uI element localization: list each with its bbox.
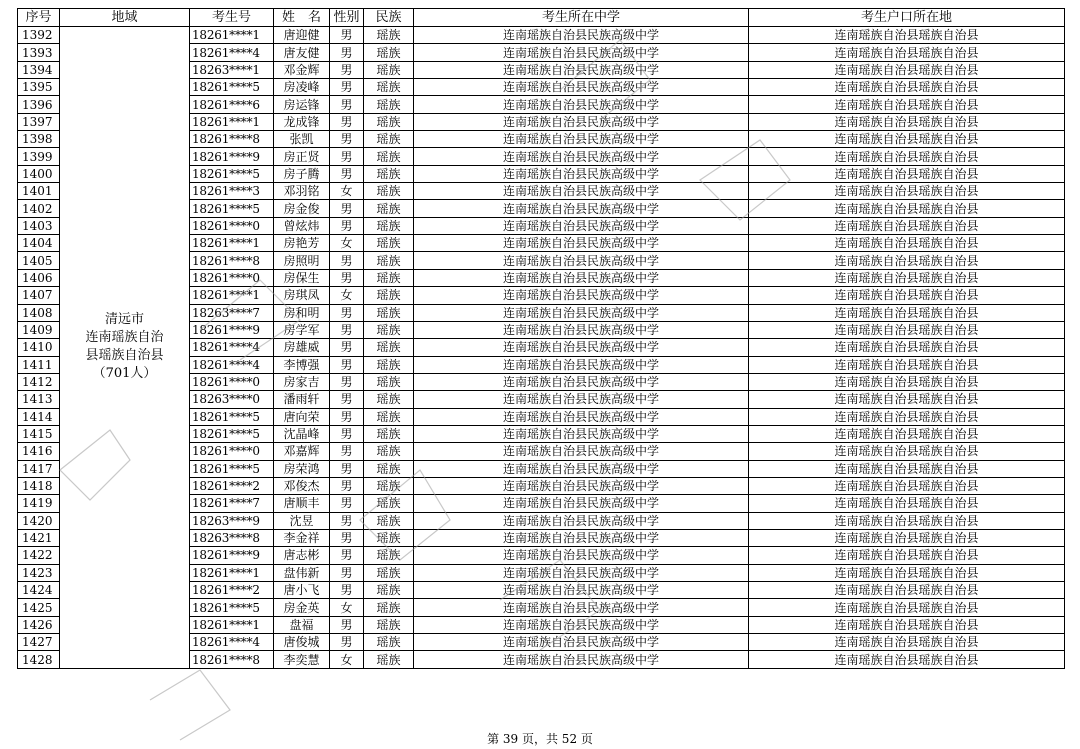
cell-hukou: 连南瑶族自治县瑶族自治县: [749, 425, 1065, 442]
cell-ethnic: 瑶族: [364, 79, 414, 96]
cell-seq: 1395: [18, 79, 60, 96]
cell-name: 房金英: [274, 599, 330, 616]
cell-gender: 男: [330, 79, 364, 96]
cell-exam-no: 18261****8: [190, 252, 274, 269]
cell-school: 连南瑶族自治县民族高级中学: [414, 547, 749, 564]
cell-seq: 1426: [18, 616, 60, 633]
cell-school: 连南瑶族自治县民族高级中学: [414, 304, 749, 321]
header-row: [18, 9, 1065, 27]
cell-ethnic: 瑶族: [364, 183, 414, 200]
cell-seq: 1419: [18, 495, 60, 512]
cell-exam-no: 18261****7: [190, 495, 274, 512]
cell-seq: 1425: [18, 599, 60, 616]
cell-seq: 1402: [18, 200, 60, 217]
page-footer: 第 39 页，共 52 页: [487, 732, 593, 746]
cell-hukou: 连南瑶族自治县瑶族自治县: [749, 443, 1065, 460]
cell-name: 唐向荣: [274, 408, 330, 425]
cell-hukou: 连南瑶族自治县瑶族自治县: [749, 235, 1065, 252]
cell-hukou: 连南瑶族自治县瑶族自治县: [749, 44, 1065, 61]
cell-school: 连南瑶族自治县民族高级中学: [414, 321, 749, 338]
cell-hukou: 连南瑶族自治县瑶族自治县: [749, 217, 1065, 234]
cell-name: 盘福: [274, 616, 330, 633]
cell-seq: 1394: [18, 61, 60, 78]
cell-name: 唐顺丰: [274, 495, 330, 512]
cell-exam-no: 18261****1: [190, 113, 274, 130]
cell-hukou: 连南瑶族自治县瑶族自治县: [749, 391, 1065, 408]
cell-hukou: 连南瑶族自治县瑶族自治县: [749, 477, 1065, 494]
cell-gender: 男: [330, 547, 364, 564]
cell-school: 连南瑶族自治县民族高级中学: [414, 477, 749, 494]
cell-ethnic: 瑶族: [364, 582, 414, 599]
cell-exam-no: 18263****1: [190, 61, 274, 78]
cell-school: 连南瑶族自治县民族高级中学: [414, 460, 749, 477]
cell-exam-no: 18261****2: [190, 582, 274, 599]
cell-gender: 男: [330, 131, 364, 148]
cell-gender: 男: [330, 373, 364, 390]
cell-gender: 女: [330, 235, 364, 252]
cell-seq: 1392: [18, 27, 60, 44]
cell-ethnic: 瑶族: [364, 634, 414, 651]
cell-school: 连南瑶族自治县民族高级中学: [414, 425, 749, 442]
cell-ethnic: 瑶族: [364, 200, 414, 217]
cell-name: 盘伟新: [274, 564, 330, 581]
cell-name: 曾炫炜: [274, 217, 330, 234]
cell-seq: 1400: [18, 165, 60, 182]
cell-ethnic: 瑶族: [364, 44, 414, 61]
cell-seq: 1409: [18, 321, 60, 338]
cell-seq: 1423: [18, 564, 60, 581]
cell-name: 李金祥: [274, 529, 330, 546]
cell-gender: 女: [330, 287, 364, 304]
cell-gender: 男: [330, 391, 364, 408]
cell-school: 连南瑶族自治县民族高级中学: [414, 165, 749, 182]
cell-hukou: 连南瑶族自治县瑶族自治县: [749, 165, 1065, 182]
cell-name: 房凌峰: [274, 79, 330, 96]
cell-ethnic: 瑶族: [364, 27, 414, 44]
cell-school: 连南瑶族自治县民族高级中学: [414, 616, 749, 633]
cell-exam-no: 18261****1: [190, 235, 274, 252]
header-gender: 性别: [330, 9, 364, 27]
cell-hukou: 连南瑶族自治县瑶族自治县: [749, 599, 1065, 616]
header-region: 地域: [60, 9, 190, 27]
cell-seq: 1404: [18, 235, 60, 252]
cell-seq: 1397: [18, 113, 60, 130]
header-hukou: 考生户口所在地: [749, 9, 1065, 27]
header-exam-no: 考生号: [190, 9, 274, 27]
cell-school: 连南瑶族自治县民族高级中学: [414, 235, 749, 252]
cell-exam-no: 18261****9: [190, 547, 274, 564]
cell-name: 房和明: [274, 304, 330, 321]
cell-name: 房艳芳: [274, 235, 330, 252]
cell-school: 连南瑶族自治县民族高级中学: [414, 217, 749, 234]
cell-gender: 男: [330, 582, 364, 599]
cell-gender: 男: [330, 634, 364, 651]
cell-school: 连南瑶族自治县民族高级中学: [414, 269, 749, 286]
cell-exam-no: 18261****8: [190, 651, 274, 668]
cell-ethnic: 瑶族: [364, 252, 414, 269]
cell-gender: 男: [330, 425, 364, 442]
cell-hukou: 连南瑶族自治县瑶族自治县: [749, 96, 1065, 113]
cell-hukou: 连南瑶族自治县瑶族自治县: [749, 529, 1065, 546]
cell-school: 连南瑶族自治县民族高级中学: [414, 356, 749, 373]
cell-exam-no: 18261****9: [190, 148, 274, 165]
cell-ethnic: 瑶族: [364, 304, 414, 321]
header-ethnic: 民族: [364, 9, 414, 27]
cell-gender: 女: [330, 183, 364, 200]
cell-exam-no: 18261****9: [190, 321, 274, 338]
cell-gender: 男: [330, 564, 364, 581]
cell-region: [60, 27, 190, 669]
cell-hukou: 连南瑶族自治县瑶族自治县: [749, 113, 1065, 130]
cell-gender: 女: [330, 651, 364, 668]
cell-hukou: 连南瑶族自治县瑶族自治县: [749, 79, 1065, 96]
cell-gender: 男: [330, 529, 364, 546]
cell-hukou: 连南瑶族自治县瑶族自治县: [749, 339, 1065, 356]
cell-seq: 1393: [18, 44, 60, 61]
cell-school: 连南瑶族自治县民族高级中学: [414, 529, 749, 546]
cell-school: 连南瑶族自治县民族高级中学: [414, 634, 749, 651]
cell-ethnic: 瑶族: [364, 269, 414, 286]
cell-gender: 男: [330, 113, 364, 130]
cell-gender: 男: [330, 269, 364, 286]
cell-name: 邓嘉辉: [274, 443, 330, 460]
cell-exam-no: 18261****5: [190, 408, 274, 425]
cell-name: 房雄威: [274, 339, 330, 356]
cell-gender: 男: [330, 44, 364, 61]
cell-exam-no: 18263****0: [190, 391, 274, 408]
header-school: 考生所在中学: [414, 9, 749, 27]
cell-exam-no: 18261****0: [190, 443, 274, 460]
cell-ethnic: 瑶族: [364, 96, 414, 113]
cell-ethnic: 瑶族: [364, 512, 414, 529]
cell-ethnic: 瑶族: [364, 529, 414, 546]
cell-school: 连南瑶族自治县民族高级中学: [414, 27, 749, 44]
cell-hukou: 连南瑶族自治县瑶族自治县: [749, 148, 1065, 165]
cell-gender: 男: [330, 148, 364, 165]
cell-school: 连南瑶族自治县民族高级中学: [414, 79, 749, 96]
cell-name: 唐小飞: [274, 582, 330, 599]
cell-seq: 1416: [18, 443, 60, 460]
cell-hukou: 连南瑶族自治县瑶族自治县: [749, 582, 1065, 599]
cell-name: 唐友健: [274, 44, 330, 61]
cell-exam-no: 18261****5: [190, 425, 274, 442]
cell-name: 邓金辉: [274, 61, 330, 78]
cell-name: 龙成锋: [274, 113, 330, 130]
cell-hukou: 连南瑶族自治县瑶族自治县: [749, 373, 1065, 390]
cell-ethnic: 瑶族: [364, 408, 414, 425]
cell-gender: 男: [330, 96, 364, 113]
cell-gender: 男: [330, 512, 364, 529]
cell-school: 连南瑶族自治县民族高级中学: [414, 512, 749, 529]
cell-hukou: 连南瑶族自治县瑶族自治县: [749, 321, 1065, 338]
cell-gender: 男: [330, 408, 364, 425]
cell-gender: 男: [330, 165, 364, 182]
cell-seq: 1420: [18, 512, 60, 529]
cell-name: 房家吉: [274, 373, 330, 390]
cell-seq: 1413: [18, 391, 60, 408]
cell-exam-no: 18263****8: [190, 529, 274, 546]
cell-name: 房子腾: [274, 165, 330, 182]
cell-ethnic: 瑶族: [364, 131, 414, 148]
cell-ethnic: 瑶族: [364, 373, 414, 390]
cell-name: 房琪凤: [274, 287, 330, 304]
cell-hukou: 连南瑶族自治县瑶族自治县: [749, 61, 1065, 78]
cell-exam-no: 18261****5: [190, 200, 274, 217]
cell-name: 房荣鸿: [274, 460, 330, 477]
cell-gender: 男: [330, 304, 364, 321]
cell-ethnic: 瑶族: [364, 425, 414, 442]
cell-seq: 1417: [18, 460, 60, 477]
cell-exam-no: 18261****0: [190, 373, 274, 390]
cell-name: 沈晶峰: [274, 425, 330, 442]
cell-school: 连南瑶族自治县民族高级中学: [414, 96, 749, 113]
cell-name: 房照明: [274, 252, 330, 269]
cell-hukou: 连南瑶族自治县瑶族自治县: [749, 547, 1065, 564]
cell-school: 连南瑶族自治县民族高级中学: [414, 373, 749, 390]
cell-ethnic: 瑶族: [364, 217, 414, 234]
cell-gender: 男: [330, 321, 364, 338]
cell-gender: 男: [330, 460, 364, 477]
cell-school: 连南瑶族自治县民族高级中学: [414, 113, 749, 130]
cell-gender: 女: [330, 599, 364, 616]
cell-exam-no: 18261****1: [190, 564, 274, 581]
cell-seq: 1408: [18, 304, 60, 321]
cell-seq: 1396: [18, 96, 60, 113]
cell-ethnic: 瑶族: [364, 165, 414, 182]
cell-hukou: 连南瑶族自治县瑶族自治县: [749, 564, 1065, 581]
cell-exam-no: 18261****4: [190, 356, 274, 373]
cell-seq: 1401: [18, 183, 60, 200]
cell-name: 房保生: [274, 269, 330, 286]
cell-name: 张凯: [274, 131, 330, 148]
cell-seq: 1422: [18, 547, 60, 564]
cell-school: 连南瑶族自治县民族高级中学: [414, 200, 749, 217]
cell-school: 连南瑶族自治县民族高级中学: [414, 61, 749, 78]
cell-seq: 1415: [18, 425, 60, 442]
cell-gender: 男: [330, 495, 364, 512]
cell-seq: 1411: [18, 356, 60, 373]
cell-name: 唐俊城: [274, 634, 330, 651]
cell-ethnic: 瑶族: [364, 443, 414, 460]
cell-seq: 1399: [18, 148, 60, 165]
cell-exam-no: 18263****9: [190, 512, 274, 529]
cell-hukou: 连南瑶族自治县瑶族自治县: [749, 131, 1065, 148]
cell-ethnic: 瑶族: [364, 391, 414, 408]
cell-seq: 1407: [18, 287, 60, 304]
cell-exam-no: 18261****5: [190, 165, 274, 182]
cell-name: 唐志彬: [274, 547, 330, 564]
cell-gender: 男: [330, 443, 364, 460]
cell-exam-no: 18261****2: [190, 477, 274, 494]
cell-hukou: 连南瑶族自治县瑶族自治县: [749, 27, 1065, 44]
header-seq: 序号: [18, 9, 60, 27]
cell-gender: 男: [330, 217, 364, 234]
cell-ethnic: 瑶族: [364, 460, 414, 477]
cell-school: 连南瑶族自治县民族高级中学: [414, 339, 749, 356]
cell-exam-no: 18263****7: [190, 304, 274, 321]
cell-seq: 1428: [18, 651, 60, 668]
cell-gender: 男: [330, 200, 364, 217]
cell-school: 连南瑶族自治县民族高级中学: [414, 651, 749, 668]
cell-seq: 1412: [18, 373, 60, 390]
cell-ethnic: 瑶族: [364, 287, 414, 304]
admission-list-table: [17, 8, 1065, 669]
cell-ethnic: 瑶族: [364, 61, 414, 78]
cell-exam-no: 18261****1: [190, 27, 274, 44]
cell-ethnic: 瑶族: [364, 616, 414, 633]
cell-gender: 男: [330, 252, 364, 269]
cell-exam-no: 18261****4: [190, 339, 274, 356]
cell-name: 邓俊杰: [274, 477, 330, 494]
cell-hukou: 连南瑶族自治县瑶族自治县: [749, 512, 1065, 529]
cell-seq: 1418: [18, 477, 60, 494]
cell-seq: 1406: [18, 269, 60, 286]
region-line: 清远市: [104, 312, 144, 328]
cell-exam-no: 18261****0: [190, 217, 274, 234]
cell-hukou: 连南瑶族自治县瑶族自治县: [749, 616, 1065, 633]
cell-gender: 男: [330, 61, 364, 78]
cell-exam-no: 18261****5: [190, 79, 274, 96]
cell-seq: 1410: [18, 339, 60, 356]
cell-school: 连南瑶族自治县民族高级中学: [414, 287, 749, 304]
cell-hukou: 连南瑶族自治县瑶族自治县: [749, 495, 1065, 512]
cell-ethnic: 瑶族: [364, 599, 414, 616]
cell-gender: 男: [330, 477, 364, 494]
cell-name: 潘雨轩: [274, 391, 330, 408]
cell-school: 连南瑶族自治县民族高级中学: [414, 564, 749, 581]
cell-hukou: 连南瑶族自治县瑶族自治县: [749, 634, 1065, 651]
cell-school: 连南瑶族自治县民族高级中学: [414, 252, 749, 269]
cell-name: 唐迎健: [274, 27, 330, 44]
cell-exam-no: 18261****5: [190, 460, 274, 477]
cell-exam-no: 18261****3: [190, 183, 274, 200]
cell-name: 房运锋: [274, 96, 330, 113]
cell-name: 李博强: [274, 356, 330, 373]
cell-ethnic: 瑶族: [364, 235, 414, 252]
cell-exam-no: 18261****6: [190, 96, 274, 113]
cell-school: 连南瑶族自治县民族高级中学: [414, 443, 749, 460]
cell-hukou: 连南瑶族自治县瑶族自治县: [749, 304, 1065, 321]
cell-hukou: 连南瑶族自治县瑶族自治县: [749, 252, 1065, 269]
cell-school: 连南瑶族自治县民族高级中学: [414, 131, 749, 148]
cell-exam-no: 18261****1: [190, 616, 274, 633]
cell-ethnic: 瑶族: [364, 651, 414, 668]
cell-gender: 男: [330, 356, 364, 373]
cell-school: 连南瑶族自治县民族高级中学: [414, 391, 749, 408]
cell-exam-no: 18261****4: [190, 44, 274, 61]
cell-seq: 1403: [18, 217, 60, 234]
cell-hukou: 连南瑶族自治县瑶族自治县: [749, 287, 1065, 304]
cell-exam-no: 18261****1: [190, 287, 274, 304]
cell-ethnic: 瑶族: [364, 356, 414, 373]
cell-name: 邓羽铭: [274, 183, 330, 200]
cell-name: 李奕慧: [274, 651, 330, 668]
cell-hukou: 连南瑶族自治县瑶族自治县: [749, 183, 1065, 200]
cell-name: 沈昱: [274, 512, 330, 529]
region-line: 连南瑶族自治: [85, 330, 164, 346]
cell-ethnic: 瑶族: [364, 339, 414, 356]
cell-ethnic: 瑶族: [364, 564, 414, 581]
cell-exam-no: 18261****0: [190, 269, 274, 286]
cell-seq: 1414: [18, 408, 60, 425]
cell-exam-no: 18261****5: [190, 599, 274, 616]
cell-ethnic: 瑶族: [364, 321, 414, 338]
cell-school: 连南瑶族自治县民族高级中学: [414, 44, 749, 61]
cell-school: 连南瑶族自治县民族高级中学: [414, 495, 749, 512]
region-line: 县瑶族自治县: [85, 348, 164, 364]
cell-name: 房学军: [274, 321, 330, 338]
table-row: [18, 27, 1065, 44]
cell-ethnic: 瑶族: [364, 113, 414, 130]
cell-seq: 1405: [18, 252, 60, 269]
cell-gender: 男: [330, 27, 364, 44]
cell-hukou: 连南瑶族自治县瑶族自治县: [749, 408, 1065, 425]
region-line: （701人）: [92, 366, 157, 382]
cell-ethnic: 瑶族: [364, 148, 414, 165]
cell-hukou: 连南瑶族自治县瑶族自治县: [749, 200, 1065, 217]
cell-hukou: 连南瑶族自治县瑶族自治县: [749, 269, 1065, 286]
cell-exam-no: 18261****4: [190, 634, 274, 651]
cell-ethnic: 瑶族: [364, 495, 414, 512]
cell-school: 连南瑶族自治县民族高级中学: [414, 183, 749, 200]
header-name: 姓 名: [274, 9, 330, 27]
cell-gender: 男: [330, 339, 364, 356]
cell-ethnic: 瑶族: [364, 547, 414, 564]
cell-school: 连南瑶族自治县民族高级中学: [414, 148, 749, 165]
cell-hukou: 连南瑶族自治县瑶族自治县: [749, 651, 1065, 668]
cell-seq: 1421: [18, 529, 60, 546]
cell-exam-no: 18261****8: [190, 131, 274, 148]
cell-school: 连南瑶族自治县民族高级中学: [414, 582, 749, 599]
cell-hukou: 连南瑶族自治县瑶族自治县: [749, 460, 1065, 477]
cell-seq: 1398: [18, 131, 60, 148]
cell-school: 连南瑶族自治县民族高级中学: [414, 408, 749, 425]
cell-hukou: 连南瑶族自治县瑶族自治县: [749, 356, 1065, 373]
cell-name: 房金俊: [274, 200, 330, 217]
cell-gender: 男: [330, 616, 364, 633]
cell-seq: 1424: [18, 582, 60, 599]
cell-seq: 1427: [18, 634, 60, 651]
cell-school: 连南瑶族自治县民族高级中学: [414, 599, 749, 616]
cell-name: 房正贤: [274, 148, 330, 165]
cell-ethnic: 瑶族: [364, 477, 414, 494]
